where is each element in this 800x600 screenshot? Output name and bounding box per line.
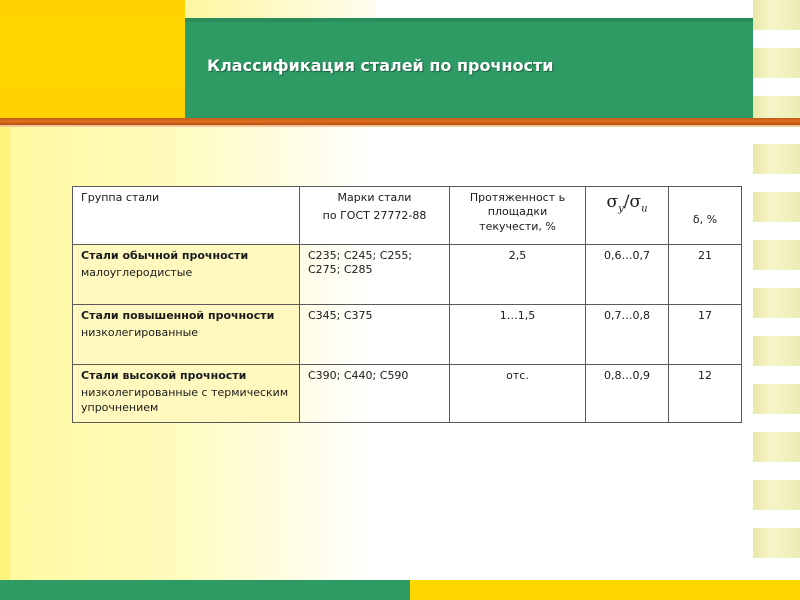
- header-grade-line2: по ГОСТ 27772-88: [322, 209, 427, 223]
- header-ratio-sigma2: σ: [629, 192, 642, 212]
- table-row: [73, 245, 742, 305]
- yield-cell: 1…1,5: [450, 305, 586, 365]
- right-decor-block: [753, 48, 800, 78]
- delta-cell: 17: [669, 305, 742, 365]
- slide-title: Классификация сталей по прочности: [207, 56, 554, 75]
- group-cell: [73, 365, 300, 423]
- header-ratio-sigma1: σ: [606, 192, 619, 212]
- title-bar-edge: [185, 18, 753, 22]
- group-subtype: низколегированные с термическим упрочнением: [81, 386, 289, 414]
- right-decor-block: [753, 240, 800, 270]
- right-decor-block: [753, 0, 800, 30]
- right-decor-block: [753, 288, 800, 318]
- top-pale-block: [185, 0, 375, 18]
- header-delta: δ, %: [669, 187, 742, 245]
- header-grade-line1: Марки стали: [337, 191, 412, 204]
- grades-cell: С235; С245; С255; С275; С285: [300, 245, 450, 305]
- yield-cell: 2,5: [450, 245, 586, 305]
- accent-divider-highlight: [0, 125, 800, 127]
- right-decor-block: [753, 384, 800, 414]
- group-subtype: малоуглеродистые: [81, 266, 193, 280]
- right-decor-block: [753, 192, 800, 222]
- group-subtype: низколегированные: [81, 326, 199, 340]
- background-stripe: [0, 118, 10, 580]
- right-decor-block: [753, 432, 800, 462]
- right-decor-block: [753, 480, 800, 510]
- ratio-cell: 0,7…0,8: [586, 305, 669, 365]
- delta-cell: 12: [669, 365, 742, 423]
- grades-cell: С390; С440; С590: [300, 365, 450, 423]
- ratio-cell: 0,6…0,7: [586, 245, 669, 305]
- yield-cell: отс.: [450, 365, 586, 423]
- header-ratio-sub2: u: [641, 203, 648, 215]
- top-white-block: [375, 0, 753, 18]
- table-row: [73, 305, 742, 365]
- header-yield: Протяженност ь площадки текучести, %: [450, 187, 586, 245]
- group-name: Стали повышенной прочности: [81, 309, 275, 322]
- group-cell: [73, 245, 300, 305]
- header-ratio-slash: /: [623, 192, 630, 212]
- grades-cell: С345; С375: [300, 305, 450, 365]
- header-ratio-sub1: y: [618, 203, 624, 215]
- group-cell: [73, 305, 300, 365]
- ratio-cell: 0,8…0,9: [586, 365, 669, 423]
- bottom-green-bar: [0, 580, 410, 600]
- top-yellow-inner-block: [0, 15, 185, 87]
- table-row: [73, 365, 742, 423]
- delta-cell: 21: [669, 245, 742, 305]
- header-ratio: [586, 187, 669, 245]
- group-name: Стали высокой прочности: [81, 369, 247, 382]
- accent-divider: [0, 118, 800, 125]
- header-grade: [300, 187, 450, 245]
- right-decor-block: [753, 528, 800, 558]
- right-decor-block: [753, 336, 800, 366]
- group-name: Стали обычной прочности: [81, 249, 249, 262]
- right-decor-block: [753, 144, 800, 174]
- table-header-row: [73, 187, 742, 245]
- steel-strength-table: [72, 186, 742, 423]
- header-group: Группа стали: [73, 187, 300, 245]
